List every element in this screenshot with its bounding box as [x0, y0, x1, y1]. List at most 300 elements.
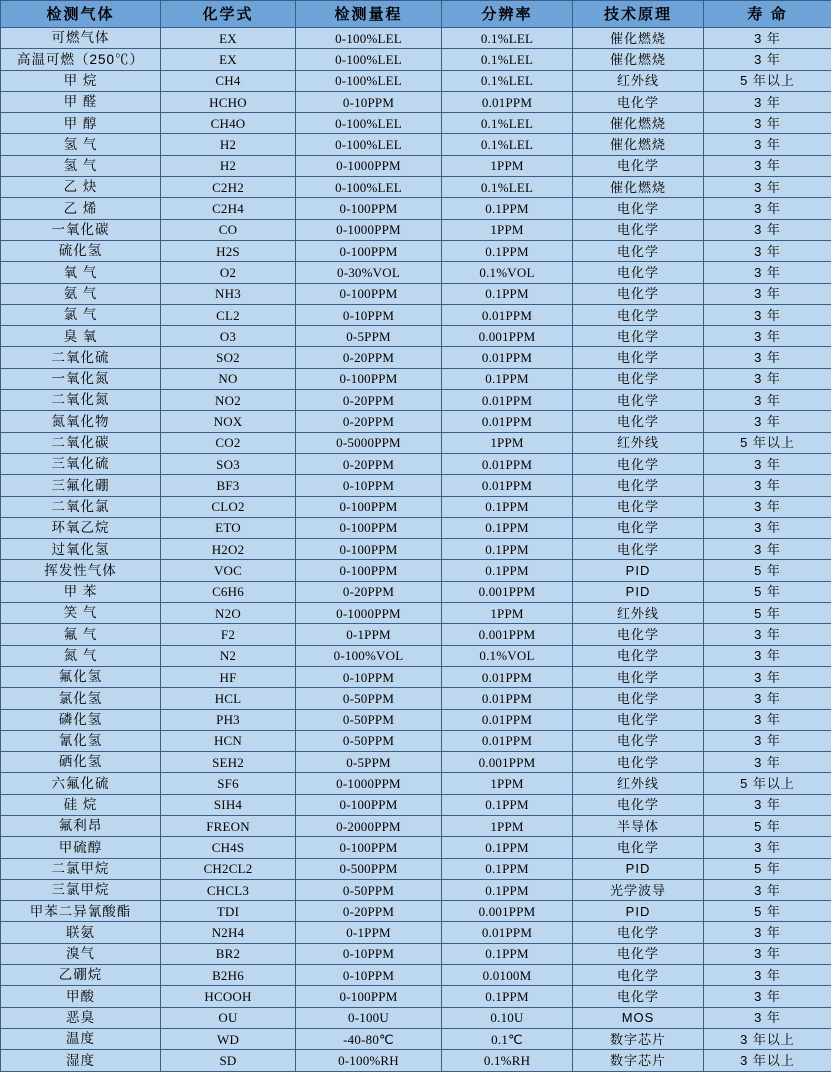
cell-gas-name: 过氧化氢	[1, 539, 161, 560]
cell-lifetime: 5 年以上	[704, 432, 831, 453]
cell-technology: 电化学	[573, 155, 704, 176]
cell-resolution: 0.001PPM	[442, 901, 573, 922]
cell-resolution: 0.1PPM	[442, 794, 573, 815]
cell-technology: 催化燃烧	[573, 49, 704, 70]
cell-technology: 催化燃烧	[573, 113, 704, 134]
cell-resolution: 0.1%LEL	[442, 70, 573, 91]
cell-chemical-formula: BF3	[161, 475, 296, 496]
cell-technology: 催化燃烧	[573, 28, 704, 49]
cell-resolution: 0.1PPM	[442, 368, 573, 389]
cell-technology: 电化学	[573, 709, 704, 730]
cell-gas-name: 甲苯二异氰酸酯	[1, 901, 161, 922]
cell-chemical-formula: HCHO	[161, 91, 296, 112]
table-row	[1, 1028, 831, 1049]
cell-lifetime: 5 年	[704, 581, 831, 602]
cell-technology: 电化学	[573, 986, 704, 1007]
cell-technology: 数字芯片	[573, 1028, 704, 1049]
cell-lifetime: 3 年以上	[704, 1028, 831, 1049]
cell-resolution: 0.1PPM	[442, 858, 573, 879]
cell-gas-name: 磷化氢	[1, 709, 161, 730]
cell-gas-name: 甲 醇	[1, 113, 161, 134]
cell-resolution: 0.01PPM	[442, 730, 573, 751]
cell-resolution: 0.1%LEL	[442, 28, 573, 49]
cell-resolution: 0.1℃	[442, 1028, 573, 1049]
cell-gas-name: 乙 烯	[1, 198, 161, 219]
cell-measuring-range: 0-20PPM	[296, 390, 442, 411]
cell-lifetime: 3 年	[704, 91, 831, 112]
cell-lifetime: 5 年	[704, 603, 831, 624]
cell-lifetime: 3 年	[704, 28, 831, 49]
cell-chemical-formula: F2	[161, 624, 296, 645]
table-row	[1, 666, 831, 687]
cell-lifetime: 3 年	[704, 645, 831, 666]
cell-gas-name: 硫化氢	[1, 240, 161, 261]
cell-technology: 电化学	[573, 475, 704, 496]
cell-resolution: 0.1PPM	[442, 837, 573, 858]
cell-technology: 电化学	[573, 752, 704, 773]
cell-measuring-range: 0-2000PPM	[296, 815, 442, 836]
cell-measuring-range: 0-100PPM	[296, 368, 442, 389]
cell-lifetime: 3 年	[704, 304, 831, 325]
cell-technology: 电化学	[573, 965, 704, 986]
cell-resolution: 0.1PPM	[442, 943, 573, 964]
cell-gas-name: 二氯甲烷	[1, 858, 161, 879]
cell-measuring-range: 0-100PPM	[296, 539, 442, 560]
cell-lifetime: 5 年	[704, 901, 831, 922]
cell-lifetime: 3 年	[704, 368, 831, 389]
cell-chemical-formula: NH3	[161, 283, 296, 304]
cell-lifetime: 3 年	[704, 943, 831, 964]
cell-gas-name: 一氧化碳	[1, 219, 161, 240]
cell-gas-name: 硅 烷	[1, 794, 161, 815]
cell-lifetime: 3 年	[704, 49, 831, 70]
cell-measuring-range: 0-30%VOL	[296, 262, 442, 283]
cell-measuring-range: 0-1000PPM	[296, 155, 442, 176]
table-row	[1, 283, 831, 304]
cell-chemical-formula: HCOOH	[161, 986, 296, 1007]
table-row	[1, 560, 831, 581]
cell-measuring-range: 0-10PPM	[296, 91, 442, 112]
table-row	[1, 219, 831, 240]
table-row	[1, 581, 831, 602]
cell-chemical-formula: SIH4	[161, 794, 296, 815]
cell-gas-name: 氧 气	[1, 262, 161, 283]
cell-resolution: 0.1PPM	[442, 198, 573, 219]
cell-resolution: 0.0100M	[442, 965, 573, 986]
cell-technology: 电化学	[573, 390, 704, 411]
table-row	[1, 496, 831, 517]
cell-lifetime: 3 年	[704, 752, 831, 773]
table-row	[1, 986, 831, 1007]
cell-lifetime: 3 年	[704, 794, 831, 815]
cell-technology: 电化学	[573, 794, 704, 815]
cell-lifetime: 5 年	[704, 560, 831, 581]
cell-measuring-range: 0-10PPM	[296, 943, 442, 964]
cell-measuring-range: 0-100%LEL	[296, 113, 442, 134]
cell-resolution: 0.1PPM	[442, 283, 573, 304]
cell-gas-name: 三氧化硫	[1, 453, 161, 474]
cell-resolution: 0.001PPM	[442, 326, 573, 347]
cell-measuring-range: 0-10PPM	[296, 304, 442, 325]
table-row	[1, 155, 831, 176]
cell-lifetime: 5 年以上	[704, 70, 831, 91]
cell-resolution: 0.1PPM	[442, 517, 573, 538]
cell-technology: 催化燃烧	[573, 134, 704, 155]
cell-gas-name: 甲 苯	[1, 581, 161, 602]
cell-gas-name: 氰化氢	[1, 730, 161, 751]
cell-resolution: 0.1%LEL	[442, 49, 573, 70]
cell-gas-name: 氮 气	[1, 645, 161, 666]
cell-chemical-formula: BR2	[161, 943, 296, 964]
cell-measuring-range: 0-500PPM	[296, 858, 442, 879]
cell-lifetime: 3 年	[704, 496, 831, 517]
cell-chemical-formula: N2H4	[161, 922, 296, 943]
table-row	[1, 858, 831, 879]
table-row	[1, 688, 831, 709]
cell-technology: 电化学	[573, 326, 704, 347]
cell-technology: 电化学	[573, 730, 704, 751]
cell-chemical-formula: CH4	[161, 70, 296, 91]
cell-gas-name: 环氧乙烷	[1, 517, 161, 538]
table-row	[1, 326, 831, 347]
cell-resolution: 0.1%LEL	[442, 113, 573, 134]
table-row	[1, 943, 831, 964]
cell-technology: 电化学	[573, 368, 704, 389]
cell-measuring-range: 0-5000PPM	[296, 432, 442, 453]
cell-chemical-formula: N2	[161, 645, 296, 666]
cell-technology: 电化学	[573, 688, 704, 709]
cell-resolution: 1PPM	[442, 155, 573, 176]
cell-lifetime: 3 年	[704, 347, 831, 368]
cell-lifetime: 3 年	[704, 730, 831, 751]
cell-gas-name: 乙硼烷	[1, 965, 161, 986]
cell-chemical-formula: B2H6	[161, 965, 296, 986]
table-row	[1, 113, 831, 134]
table-row	[1, 539, 831, 560]
cell-lifetime: 5 年	[704, 815, 831, 836]
column-header-lifetime: 寿 命	[704, 1, 831, 28]
cell-lifetime: 5 年	[704, 858, 831, 879]
cell-resolution: 0.001PPM	[442, 624, 573, 645]
cell-measuring-range: 0-1PPM	[296, 922, 442, 943]
cell-technology: 数字芯片	[573, 1050, 704, 1071]
cell-gas-name: 臭 氧	[1, 326, 161, 347]
table-row	[1, 134, 831, 155]
cell-resolution: 0.01PPM	[442, 411, 573, 432]
cell-measuring-range: 0-10PPM	[296, 965, 442, 986]
table-row	[1, 517, 831, 538]
cell-gas-name: 甲硫醇	[1, 837, 161, 858]
cell-technology: 电化学	[573, 645, 704, 666]
cell-chemical-formula: SO2	[161, 347, 296, 368]
cell-chemical-formula: C6H6	[161, 581, 296, 602]
cell-lifetime: 3 年	[704, 624, 831, 645]
cell-chemical-formula: CH4O	[161, 113, 296, 134]
cell-lifetime: 3 年	[704, 666, 831, 687]
table-row	[1, 262, 831, 283]
cell-chemical-formula: O2	[161, 262, 296, 283]
cell-measuring-range: 0-1PPM	[296, 624, 442, 645]
cell-measuring-range: 0-100PPM	[296, 986, 442, 1007]
table-row	[1, 730, 831, 751]
cell-gas-name: 三氯甲烷	[1, 879, 161, 900]
cell-chemical-formula: O3	[161, 326, 296, 347]
cell-measuring-range: 0-20PPM	[296, 581, 442, 602]
table-row	[1, 390, 831, 411]
cell-measuring-range: 0-10PPM	[296, 666, 442, 687]
cell-resolution: 1PPM	[442, 815, 573, 836]
cell-resolution: 0.01PPM	[442, 666, 573, 687]
cell-gas-name: 温度	[1, 1028, 161, 1049]
cell-lifetime: 3 年	[704, 453, 831, 474]
cell-measuring-range: 0-1000PPM	[296, 219, 442, 240]
cell-chemical-formula: SEH2	[161, 752, 296, 773]
cell-technology: 电化学	[573, 240, 704, 261]
cell-measuring-range: 0-100PPM	[296, 560, 442, 581]
cell-measuring-range: 0-50PPM	[296, 879, 442, 900]
cell-measuring-range: 0-20PPM	[296, 453, 442, 474]
cell-resolution: 0.001PPM	[442, 752, 573, 773]
cell-lifetime: 3 年	[704, 1007, 831, 1028]
cell-gas-name: 甲酸	[1, 986, 161, 1007]
cell-chemical-formula: H2	[161, 134, 296, 155]
cell-chemical-formula: CLO2	[161, 496, 296, 517]
cell-resolution: 0.01PPM	[442, 709, 573, 730]
cell-gas-name: 氢 气	[1, 134, 161, 155]
cell-lifetime: 3 年	[704, 283, 831, 304]
cell-chemical-formula: CH2CL2	[161, 858, 296, 879]
table-row	[1, 815, 831, 836]
cell-chemical-formula: CL2	[161, 304, 296, 325]
cell-gas-name: 高温可燃（250℃）	[1, 49, 161, 70]
cell-resolution: 0.01PPM	[442, 390, 573, 411]
cell-technology: 半导体	[573, 815, 704, 836]
cell-chemical-formula: SF6	[161, 773, 296, 794]
cell-measuring-range: 0-50PPM	[296, 709, 442, 730]
cell-chemical-formula: H2	[161, 155, 296, 176]
cell-gas-name: 六氟化硫	[1, 773, 161, 794]
cell-gas-name: 恶臭	[1, 1007, 161, 1028]
cell-technology: 电化学	[573, 453, 704, 474]
cell-measuring-range: 0-100PPM	[296, 198, 442, 219]
table-row	[1, 240, 831, 261]
cell-technology: 电化学	[573, 91, 704, 112]
cell-technology: 红外线	[573, 432, 704, 453]
cell-chemical-formula: CO2	[161, 432, 296, 453]
cell-gas-name: 乙 炔	[1, 177, 161, 198]
cell-lifetime: 3 年	[704, 240, 831, 261]
cell-chemical-formula: N2O	[161, 603, 296, 624]
table-row	[1, 70, 831, 91]
cell-chemical-formula: ETO	[161, 517, 296, 538]
cell-gas-name: 三氟化硼	[1, 475, 161, 496]
cell-chemical-formula: SD	[161, 1050, 296, 1071]
cell-technology: 电化学	[573, 496, 704, 517]
cell-chemical-formula: HCL	[161, 688, 296, 709]
cell-gas-name: 氟 气	[1, 624, 161, 645]
cell-resolution: 0.01PPM	[442, 347, 573, 368]
cell-resolution: 0.1%VOL	[442, 645, 573, 666]
cell-lifetime: 3 年	[704, 155, 831, 176]
cell-gas-name: 氯化氢	[1, 688, 161, 709]
cell-resolution: 0.1PPM	[442, 986, 573, 1007]
cell-gas-name: 二氧化硫	[1, 347, 161, 368]
cell-technology: 电化学	[573, 219, 704, 240]
table-row	[1, 28, 831, 49]
cell-chemical-formula: TDI	[161, 901, 296, 922]
cell-technology: 电化学	[573, 943, 704, 964]
cell-technology: 电化学	[573, 304, 704, 325]
cell-chemical-formula: CO	[161, 219, 296, 240]
cell-technology: PID	[573, 581, 704, 602]
cell-resolution: 0.10U	[442, 1007, 573, 1028]
table-row	[1, 347, 831, 368]
table-row	[1, 837, 831, 858]
cell-technology: 电化学	[573, 624, 704, 645]
cell-gas-name: 一氧化氮	[1, 368, 161, 389]
cell-technology: 电化学	[573, 837, 704, 858]
cell-resolution: 0.01PPM	[442, 922, 573, 943]
column-header-measuring-range: 检测量程	[296, 1, 442, 28]
cell-resolution: 0.1PPM	[442, 879, 573, 900]
cell-measuring-range: 0-100PPM	[296, 496, 442, 517]
cell-gas-name: 笑 气	[1, 603, 161, 624]
cell-chemical-formula: FREON	[161, 815, 296, 836]
cell-lifetime: 3 年	[704, 113, 831, 134]
cell-gas-name: 氢 气	[1, 155, 161, 176]
table-row	[1, 965, 831, 986]
cell-technology: 电化学	[573, 283, 704, 304]
table-row	[1, 368, 831, 389]
cell-resolution: 0.1%LEL	[442, 134, 573, 155]
cell-gas-name: 溴气	[1, 943, 161, 964]
cell-gas-name: 挥发性气体	[1, 560, 161, 581]
cell-technology: PID	[573, 560, 704, 581]
cell-measuring-range: 0-100%LEL	[296, 28, 442, 49]
table-row	[1, 603, 831, 624]
cell-chemical-formula: SO3	[161, 453, 296, 474]
cell-gas-name: 甲 烷	[1, 70, 161, 91]
table-row	[1, 752, 831, 773]
cell-lifetime: 3 年	[704, 688, 831, 709]
cell-measuring-range: 0-50PPM	[296, 730, 442, 751]
cell-gas-name: 氯 气	[1, 304, 161, 325]
cell-measuring-range: 0-100%RH	[296, 1050, 442, 1071]
cell-measuring-range: 0-20PPM	[296, 901, 442, 922]
table-row	[1, 901, 831, 922]
cell-resolution: 0.1%VOL	[442, 262, 573, 283]
cell-lifetime: 3 年	[704, 517, 831, 538]
cell-gas-name: 二氧化氮	[1, 390, 161, 411]
cell-lifetime: 3 年以上	[704, 1050, 831, 1071]
table-row	[1, 773, 831, 794]
cell-measuring-range: 0-100PPM	[296, 240, 442, 261]
cell-measuring-range: 0-100%LEL	[296, 70, 442, 91]
column-header-resolution: 分辨率	[442, 1, 573, 28]
cell-chemical-formula: VOC	[161, 560, 296, 581]
table-row	[1, 1050, 831, 1071]
cell-gas-name: 二氧化碳	[1, 432, 161, 453]
cell-lifetime: 3 年	[704, 965, 831, 986]
cell-technology: 电化学	[573, 347, 704, 368]
cell-gas-name: 氮氧化物	[1, 411, 161, 432]
cell-resolution: 1PPM	[442, 219, 573, 240]
cell-lifetime: 3 年	[704, 198, 831, 219]
cell-lifetime: 3 年	[704, 390, 831, 411]
cell-chemical-formula: NOX	[161, 411, 296, 432]
column-header-gas-name: 检测气体	[1, 1, 161, 28]
cell-chemical-formula: NO2	[161, 390, 296, 411]
cell-measuring-range: 0-100%LEL	[296, 49, 442, 70]
cell-lifetime: 3 年	[704, 539, 831, 560]
table-row	[1, 453, 831, 474]
cell-technology: MOS	[573, 1007, 704, 1028]
cell-gas-name: 联氨	[1, 922, 161, 943]
cell-technology: PID	[573, 858, 704, 879]
table-row	[1, 879, 831, 900]
cell-chemical-formula: C2H4	[161, 198, 296, 219]
cell-measuring-range: 0-20PPM	[296, 411, 442, 432]
cell-resolution: 0.01PPM	[442, 304, 573, 325]
cell-resolution: 0.1%RH	[442, 1050, 573, 1071]
table-header	[1, 1, 831, 28]
cell-chemical-formula: PH3	[161, 709, 296, 730]
cell-lifetime: 3 年	[704, 262, 831, 283]
cell-chemical-formula: EX	[161, 28, 296, 49]
cell-measuring-range: 0-20PPM	[296, 347, 442, 368]
cell-chemical-formula: OU	[161, 1007, 296, 1028]
cell-resolution: 0.1PPM	[442, 496, 573, 517]
cell-technology: 电化学	[573, 666, 704, 687]
cell-lifetime: 3 年	[704, 922, 831, 943]
cell-gas-name: 二氧化氯	[1, 496, 161, 517]
cell-resolution: 0.01PPM	[442, 91, 573, 112]
cell-technology: PID	[573, 901, 704, 922]
cell-technology: 电化学	[573, 262, 704, 283]
cell-resolution: 0.01PPM	[442, 688, 573, 709]
column-header-technology: 技术原理	[573, 1, 704, 28]
cell-resolution: 0.01PPM	[442, 453, 573, 474]
cell-measuring-range: 0-1000PPM	[296, 603, 442, 624]
cell-chemical-formula: EX	[161, 49, 296, 70]
cell-lifetime: 3 年	[704, 709, 831, 730]
cell-measuring-range: 0-100PPM	[296, 283, 442, 304]
cell-lifetime: 3 年	[704, 326, 831, 347]
cell-technology: 光学波导	[573, 879, 704, 900]
cell-technology: 催化燃烧	[573, 177, 704, 198]
table-row	[1, 432, 831, 453]
cell-gas-name: 可燃气体	[1, 28, 161, 49]
cell-measuring-range: 0-100U	[296, 1007, 442, 1028]
table-row	[1, 1007, 831, 1028]
cell-chemical-formula: HCN	[161, 730, 296, 751]
cell-measuring-range: 0-100PPM	[296, 837, 442, 858]
cell-lifetime: 3 年	[704, 475, 831, 496]
cell-gas-name: 氟利昂	[1, 815, 161, 836]
cell-gas-name: 硒化氢	[1, 752, 161, 773]
table-row	[1, 91, 831, 112]
table-row	[1, 177, 831, 198]
table-row	[1, 304, 831, 325]
table-row	[1, 411, 831, 432]
cell-resolution: 0.1PPM	[442, 539, 573, 560]
cell-technology: 红外线	[573, 70, 704, 91]
cell-lifetime: 3 年	[704, 134, 831, 155]
cell-resolution: 1PPM	[442, 603, 573, 624]
cell-lifetime: 3 年	[704, 411, 831, 432]
cell-measuring-range: 0-100%LEL	[296, 134, 442, 155]
cell-measuring-range: 0-10PPM	[296, 475, 442, 496]
